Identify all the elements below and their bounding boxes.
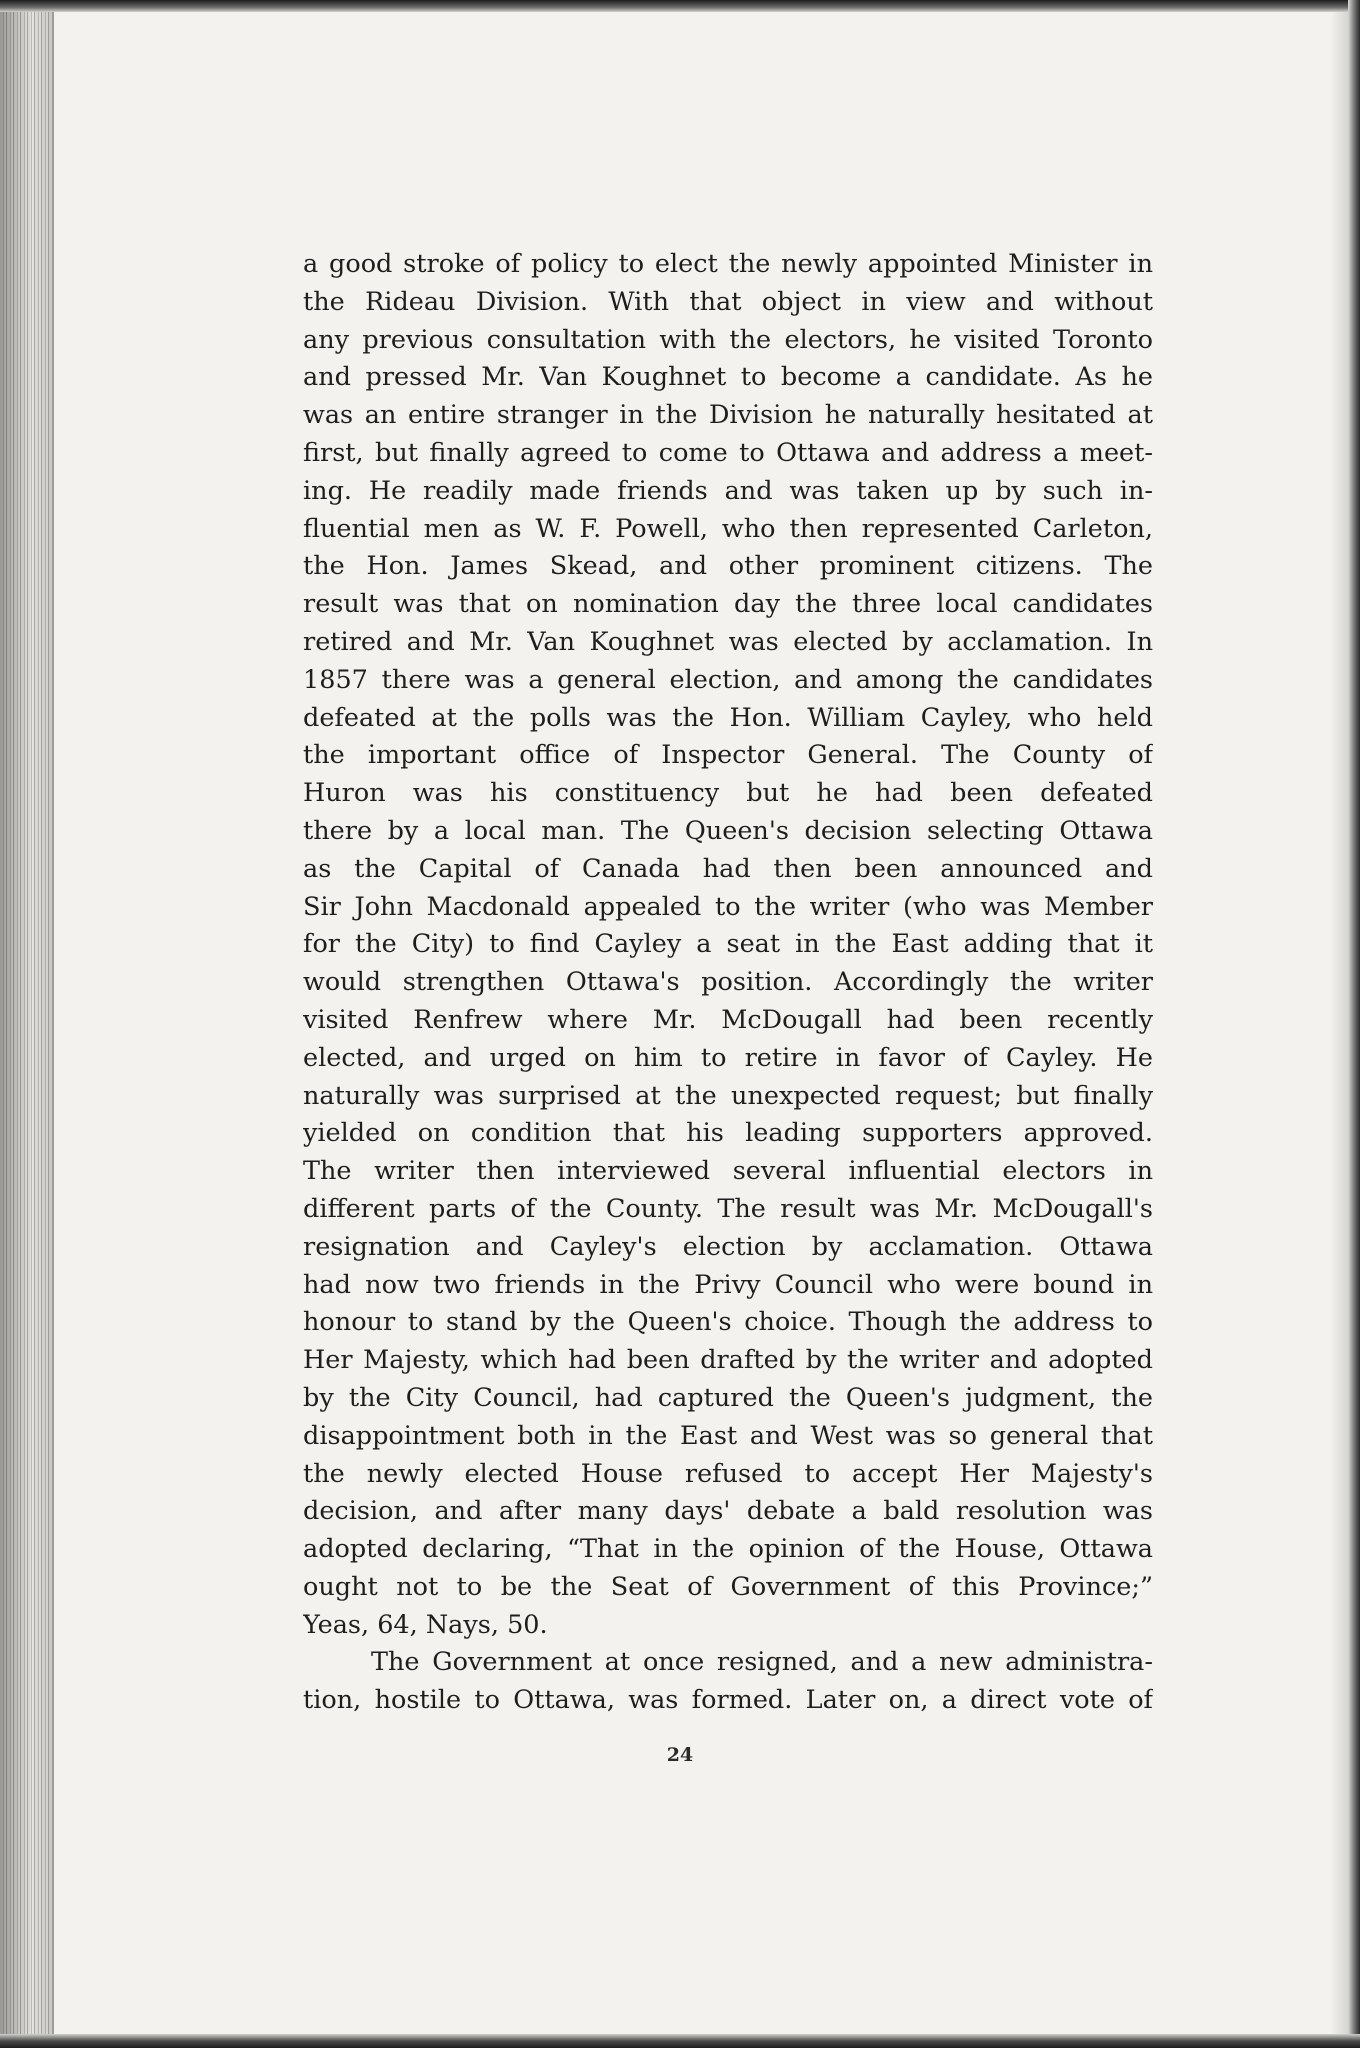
text-line: as the Capital of Canada had then been announced and xyxy=(303,853,1153,884)
text-line: tion, hostile to Ottawa, was formed. Later on, a direct vote of xyxy=(303,1685,1153,1716)
text-line: any previous consultation with the electors, he visited Toronto xyxy=(303,324,1153,355)
text-line: by the City Council, had captured the Queen's judgment, the xyxy=(303,1382,1153,1413)
text-line: the Rideau Division. With that object in view and without xyxy=(303,286,1153,317)
text-line: yielded on condition that his leading supporters approved. xyxy=(303,1118,1153,1149)
text-line: retired and Mr. Van Koughnet was elected by acclamation. In xyxy=(303,626,1153,657)
text-line: The writer then interviewed several influential electors in xyxy=(303,1156,1153,1187)
scanner-right-border xyxy=(1348,0,1360,2048)
text-line: the newly elected House refused to accept Her Majesty's xyxy=(303,1458,1153,1489)
text-line: ought not to be the Seat of Government of this Province;” xyxy=(303,1571,1153,1602)
text-line: 1857 there was a general election, and among the candidates xyxy=(303,664,1153,695)
text-line: for the City) to find Cayley a seat in the East adding that it xyxy=(303,929,1153,960)
scanner-bottom-border xyxy=(0,2034,1360,2048)
text-line: result was that on nomination day the three local candidates xyxy=(303,589,1153,620)
text-line: adopted declaring, “That in the opinion of the House, Ottawa xyxy=(303,1534,1153,1565)
text-line: Her Majesty, which had been drafted by the writer and adopted xyxy=(303,1345,1153,1376)
text-line: there by a local man. The Queen's decision selecting Ottawa xyxy=(303,815,1153,846)
text-line: Sir John Macdonald appealed to the writer (who was Member xyxy=(303,891,1153,922)
page-edge-shadow xyxy=(0,0,52,2048)
text-line: the important office of Inspector General. The County of xyxy=(303,740,1153,771)
text-line: honour to stand by the Queen's choice. Though the address to xyxy=(303,1307,1153,1338)
text-line: fluential men as W. F. Powell, who then represented Carleton, xyxy=(303,513,1153,544)
text-line: first, but finally agreed to come to Ottawa and address a meet- xyxy=(303,437,1153,468)
text-line: a good stroke of policy to elect the newly appointed Minister in xyxy=(303,249,1153,279)
page-number: 24 xyxy=(666,1744,694,1766)
text-line: elected, and urged on him to retire in favor of Cayley. He xyxy=(303,1042,1153,1073)
text-line: the Hon. James Skead, and other prominent citizens. The xyxy=(303,551,1153,582)
text-line: resignation and Cayley's election by acclamation. Ottawa xyxy=(303,1231,1153,1262)
text-line: Huron was his constituency but he had been defeated xyxy=(303,778,1153,809)
text-line: naturally was surprised at the unexpected request; but finally xyxy=(303,1080,1153,1111)
text-line: decision, and after many days' debate a bald resolution was xyxy=(303,1496,1153,1527)
body-text xyxy=(303,246,1153,1720)
text-line: defeated at the polls was the Hon. William Cayley, who held xyxy=(303,702,1153,733)
text-line: The Government at once resigned, and a new administra- xyxy=(371,1647,1153,1678)
right-edge-shadow xyxy=(1330,0,1348,2048)
text-line: had now two friends in the Privy Council who were bound in xyxy=(303,1269,1153,1300)
text-line: would strengthen Ottawa's position. Accordingly the writer xyxy=(303,967,1153,998)
text-line: ing. He readily made friends and was taken up by such in- xyxy=(303,475,1153,506)
text-line: different parts of the County. The result was Mr. McDougall's xyxy=(303,1193,1153,1224)
scanner-top-border xyxy=(0,0,1360,12)
text-line: visited Renfrew where Mr. McDougall had been recently xyxy=(303,1004,1153,1035)
text-line: was an entire stranger in the Division he naturally hesitated at xyxy=(303,400,1153,431)
text-line: disappointment both in the East and West was so general that xyxy=(303,1420,1153,1451)
text-line: Yeas, 64, Nays, 50. xyxy=(303,1609,548,1640)
text-line: and pressed Mr. Van Koughnet to become a candidate. As he xyxy=(303,362,1153,393)
binding-gutter xyxy=(52,8,54,2040)
